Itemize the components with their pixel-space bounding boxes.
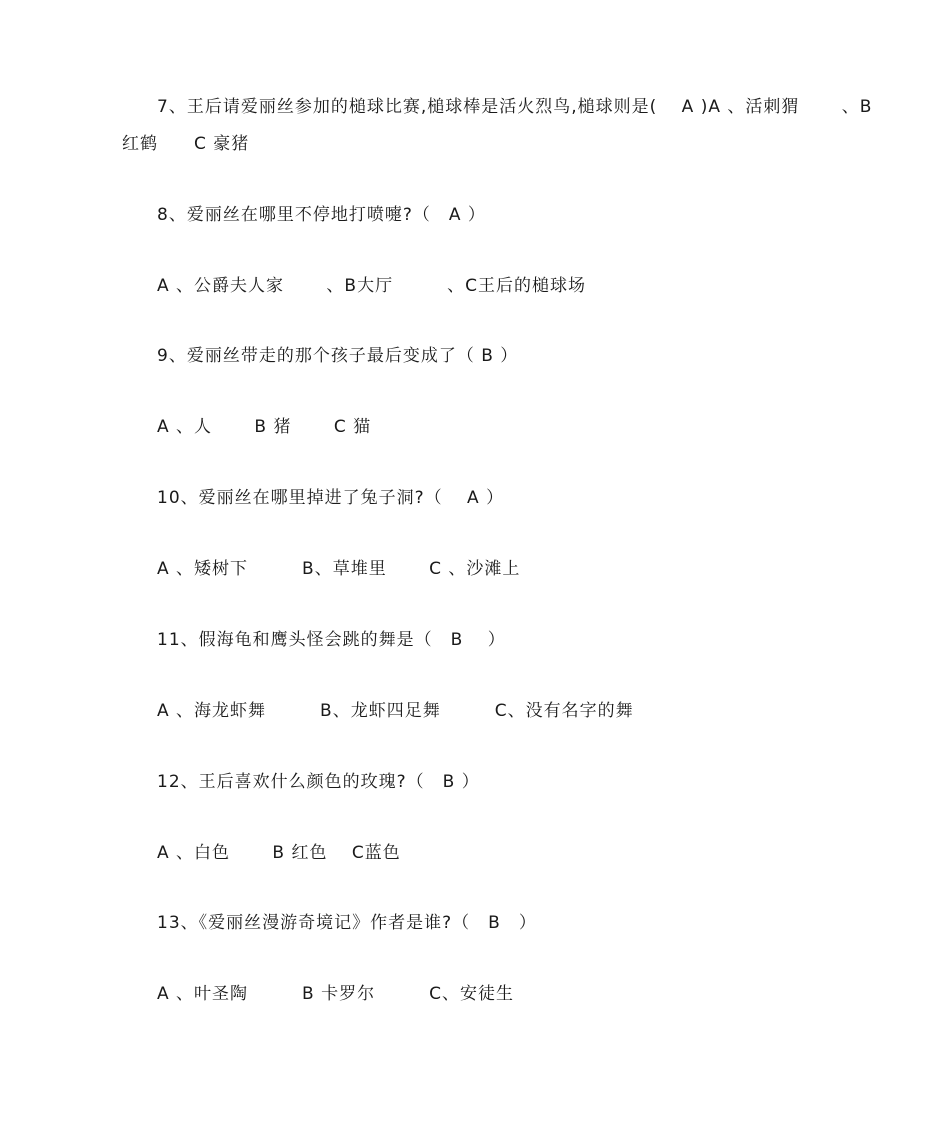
question-8-options: A 、公爵夫人家 、B大厅 、C王后的槌球场 bbox=[157, 276, 586, 296]
question-13-options: A 、叶圣陶 B 卡罗尔 C、安徒生 bbox=[157, 984, 514, 1004]
question-10: 10、爱丽丝在哪里掉进了兔子洞?（ A ） bbox=[157, 488, 505, 508]
question-7-line-1: 7、王后请爱丽丝参加的槌球比赛,槌球棒是活火烈鸟,槌球则是( A )A 、活刺猬 、B bbox=[157, 97, 873, 117]
question-9-options: A 、人 B 猪 C 猫 bbox=[157, 417, 372, 437]
question-13: 13、《爱丽丝漫游奇境记》作者是谁?（ B ） bbox=[157, 913, 537, 933]
question-12: 12、王后喜欢什么颜色的玫瑰?（ B ） bbox=[157, 772, 480, 792]
question-9: 9、爱丽丝带走的那个孩子最后变成了（ B ） bbox=[157, 346, 519, 366]
question-12-options: A 、白色 B 红色 C蓝色 bbox=[157, 843, 401, 863]
question-10-options: A 、矮树下 B、草堆里 C 、沙滩上 bbox=[157, 559, 521, 579]
question-11-options: A 、海龙虾舞 B、龙虾四足舞 C、没有名字的舞 bbox=[157, 701, 634, 721]
question-7-line-2: 红鹤 C 豪猪 bbox=[122, 134, 250, 154]
question-8: 8、爱丽丝在哪里不停地打喷嚏?（ A ） bbox=[157, 205, 486, 225]
question-11: 11、假海龟和鹰头怪会跳的舞是（ B ） bbox=[157, 630, 506, 650]
